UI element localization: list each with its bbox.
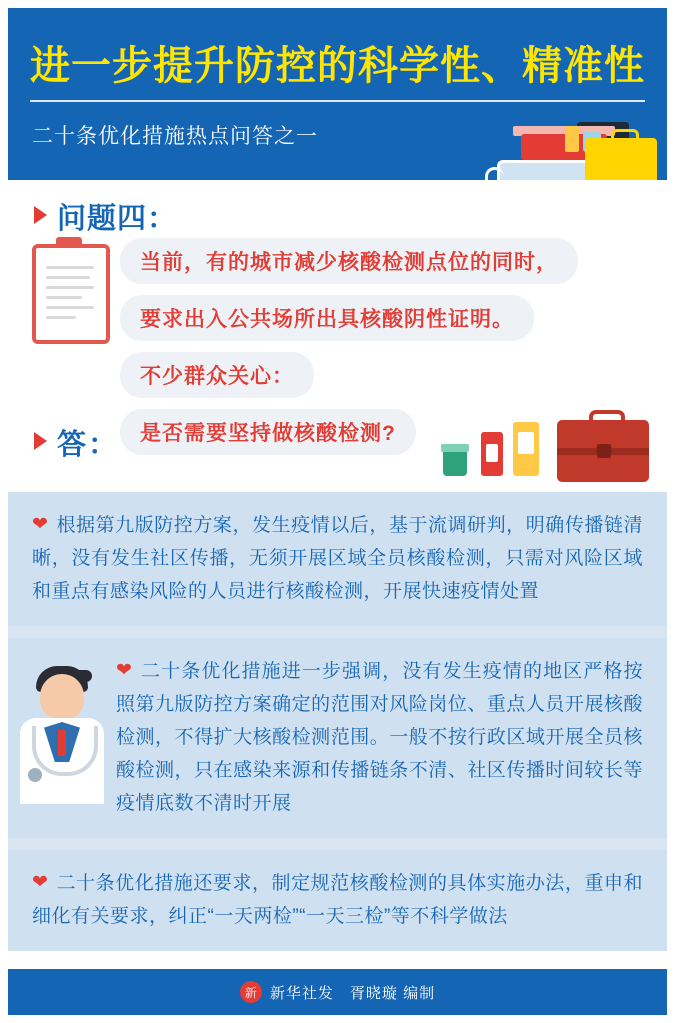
clipboard-line: [46, 316, 76, 319]
suitcase-handle-icon: [589, 410, 625, 426]
answer-card: [8, 492, 667, 626]
red-bottle-icon: [481, 432, 503, 476]
clipboard-clip-icon: [56, 237, 82, 248]
kit-handle-icon: [611, 129, 639, 144]
heart-bullet-icon: ❤: [32, 872, 49, 893]
answer-text: 根据第九版防控方案，发生疫情以后，基于流调研判，明确传播链清晰，没有发生社区传播，无须开展区域全员核酸检测，只需对风险区域和重点有感染风险的人员进行核酸检测，开展快速疫情处置: [32, 515, 643, 602]
answer-card: [8, 638, 667, 838]
xinhua-logo-icon: 新: [240, 981, 262, 1003]
answer-card: [8, 850, 667, 951]
header-illustration: [491, 112, 661, 180]
triangle-bullet-icon: [34, 206, 47, 224]
suitcase-latch-icon: [597, 444, 611, 458]
objects-illustration: [433, 392, 653, 482]
clipboard-line: [46, 306, 94, 309]
clipboard-line: [46, 286, 94, 289]
stethoscope-bell-icon: [28, 768, 42, 782]
cup-icon: [443, 450, 467, 476]
question-block: [8, 180, 667, 492]
triangle-bullet-icon: [34, 432, 47, 450]
face-mask-icon: [497, 160, 599, 180]
heart-bullet-icon: ❤: [116, 660, 134, 681]
header-divider: [30, 100, 645, 102]
poster-footer: [8, 969, 667, 1015]
answer-card-text-row: [116, 654, 643, 820]
answer-card-text-row: [32, 866, 643, 933]
question-bubble: 当前，有的城市减少核酸检测点位的同时，: [120, 238, 578, 284]
footer-credit: 新华社发 胥晓璇 编制: [269, 984, 436, 1002]
clipboard-line: [46, 296, 82, 299]
poster-header: [8, 8, 667, 180]
vial-yellow-icon: [565, 126, 579, 152]
answer-cards: [8, 492, 667, 951]
red-suitcase-icon: [557, 420, 649, 482]
heart-bullet-icon: ❤: [32, 514, 49, 535]
clipboard-icon: [32, 244, 110, 344]
page-subtitle: 二十条优化措施热点问答之一: [32, 125, 318, 148]
clipboard-line: [46, 266, 94, 269]
question-label-row: [34, 196, 177, 237]
answer-card-text-row: [32, 508, 643, 608]
question-bubble: 不少群众关心：: [120, 352, 314, 398]
poster-inner: [8, 8, 667, 1015]
answer-text: 二十条优化措施还要求，制定规范核酸检测的具体实施办法，重申和细化有关要求，纠正“一天两检”“一天三检”等不科学做法: [32, 873, 643, 927]
page-title: 进一步提升防控的科学性、精准性: [30, 44, 645, 88]
doctor-illustration: [14, 656, 110, 806]
yellow-bottle-icon: [513, 422, 539, 476]
question-label: 问题四：: [57, 203, 178, 235]
answer-text: 二十条优化措施进一步强调，没有发生疫情的地区严格按照第九版防控方案确定的范围对风险岗位、重点人员开展核酸检测，不得扩大核酸检测范围。一般不按行政区域开展全员核酸检测，只在感染来源和传播链条不清、社区传播时间较长等疫情底数不清时开展: [116, 661, 643, 814]
answer-label-row: [34, 422, 119, 463]
clipboard-line: [46, 276, 90, 279]
medical-kit-icon: [585, 138, 657, 180]
answer-label: 答：: [57, 429, 120, 461]
question-bubble: 要求出入公共场所出具核酸阴性证明。: [120, 295, 534, 341]
question-bubble: 是否需要坚持做核酸检测?: [120, 409, 416, 455]
